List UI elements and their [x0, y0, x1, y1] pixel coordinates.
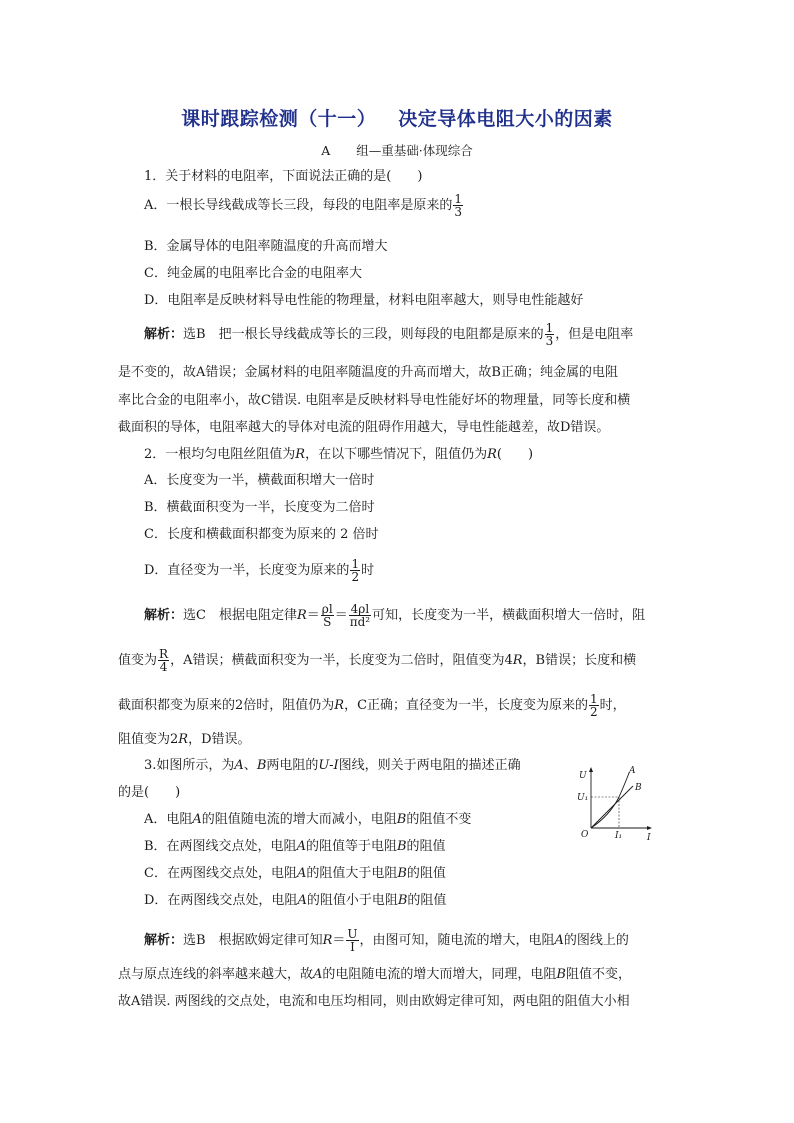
option-text: 的阻值小于电阻: [306, 893, 398, 908]
var-a: A: [297, 893, 307, 908]
var-a: A: [313, 967, 323, 982]
numerator: 1: [545, 321, 554, 335]
option-text: 的阻值: [406, 866, 446, 881]
var-b: B: [397, 866, 407, 881]
line-b-label: B: [635, 783, 642, 793]
q3-option-d: [144, 892, 446, 910]
u-axis-label: U: [579, 771, 587, 781]
fraction: [545, 322, 555, 347]
u-axis-arrow: [589, 767, 593, 772]
q2-answer-line2: [118, 648, 636, 673]
answer-text: 值变为: [118, 653, 158, 668]
answer-text: 截面积都变为原来的2倍时，阻值仍为: [118, 698, 335, 713]
q2-option-c: C．长度和横截面积都变为原来的 2 倍时: [144, 527, 379, 542]
answer-text: ，B错误；长度和横: [522, 653, 637, 668]
option-text: C．在两图线交点处，电阻: [144, 866, 297, 881]
ui-graph-svg: [571, 764, 655, 842]
q2-option-a: A．长度变为一半，横截面积增大一倍时: [144, 473, 375, 488]
i-axis-arrow: [647, 826, 652, 830]
option-text: 的阻值: [407, 893, 447, 908]
q3-answer-line3: 故A错误. 两图线的交点处，电流和电压均相同，则由欧姆定律可知，两电阻的阻值大小相: [118, 994, 630, 1009]
numerator: 1: [590, 692, 598, 706]
numerator: R: [159, 647, 169, 661]
curve-a: [591, 773, 629, 828]
q2-option-d: [144, 558, 374, 583]
i1-label: I₁: [615, 831, 623, 841]
option-text: 的阻值随电流的增大而减小，电阻: [201, 812, 397, 827]
q1-stem: 1．关于材料的电阻率，下面说法正确的是( ): [144, 169, 423, 184]
fraction: [321, 603, 334, 628]
q1-answer-line3: 率比合金的电阻率小，故C错误. 电阻率是反映材料导电性能好坏的物理量，同等长度和横: [118, 393, 631, 408]
q2-answer-line4: [118, 731, 251, 749]
i-axis-label: I: [647, 833, 651, 842]
fraction: [350, 558, 360, 583]
option-text: 的阻值不变: [406, 812, 472, 827]
line-b: [591, 786, 633, 828]
var-a: A: [296, 866, 307, 881]
var-b: B: [397, 893, 408, 908]
fraction: [346, 928, 358, 953]
var-b: B: [256, 758, 267, 773]
answer-text: 阻值变为2: [118, 732, 179, 747]
var-r: R: [512, 653, 523, 668]
denominator: 2: [351, 570, 360, 584]
var-b: B: [556, 967, 566, 982]
answer-text: ，但是电阻率: [555, 327, 634, 342]
answer-text: 点与原点连线的斜率越来越大，故: [118, 967, 314, 982]
answer-text: 的电阻随电流的增大而增大，同理，电阻: [322, 967, 557, 982]
answer-text: 阻值不变，: [565, 967, 631, 982]
answer-text: ，D错误。: [188, 732, 251, 747]
var-r: R: [295, 447, 306, 462]
stem-text: 3.如图所示，为: [144, 758, 235, 773]
var-a: A: [296, 839, 306, 854]
numerator: ρl: [321, 602, 333, 616]
stem-text: 图线，则关于两电阻的描述正确: [338, 758, 521, 773]
q3-option-b: [144, 838, 446, 856]
answer-text: 可知，长度变为一半，横截面积增大一倍时，阻: [372, 608, 646, 623]
option-text: A．电阻: [144, 812, 193, 827]
q1-answer-line4: 截面积的导体，电阻率越大的导体对电流的阻碍作用越大，导电性能越差，故D错误。: [118, 420, 610, 435]
stem-text: 、: [243, 758, 257, 773]
q2-answer-line3: [118, 693, 626, 718]
answer-text: ，由图可知，随电流的增大，电阻: [359, 933, 555, 948]
stem-text: 2．一根均匀电阻丝阻值为: [144, 447, 296, 462]
option-text: B．在两图线交点处，电阻: [144, 839, 297, 854]
q3-stem-line1: [144, 757, 521, 775]
q1-option-d: D．电阻率是反映材料导电性能的物理量，材料电阻率越大，则导电性能越好: [144, 293, 584, 308]
q3-stem-line2: 的是( ): [118, 785, 181, 800]
denominator: 3: [454, 205, 463, 219]
stem-text: ( ): [496, 447, 534, 462]
answer-text: 选B 把一根长导线截成等长的三段，则每段的电阻都是原来的: [183, 327, 544, 342]
var-a: A: [554, 933, 564, 948]
equals-sign: ＝: [306, 608, 320, 623]
denominator: 2: [590, 705, 598, 719]
denominator: I: [350, 940, 355, 954]
u1-label: U₁: [577, 793, 589, 803]
var-ui: U-I: [318, 758, 339, 773]
var-r: R: [178, 732, 189, 747]
ui-graph-figure: [571, 764, 655, 842]
q3-answer-line1: [144, 928, 629, 953]
title-part1: 课时跟踪检测（十一）: [181, 108, 377, 130]
numerator: U: [347, 927, 358, 941]
q1-option-a: [144, 193, 464, 218]
q2-option-b: B．横截面积变为一半，长度变为二倍时: [144, 500, 375, 515]
fraction: [453, 193, 463, 218]
section-subtitle: [0, 141, 794, 159]
group-letter: A: [321, 143, 331, 158]
answer-text: ，C正确；直径变为一半，长度变为原来的: [344, 698, 589, 713]
option-text: D．在两图线交点处，电阻: [144, 893, 298, 908]
answer-label: 解析：: [144, 933, 184, 948]
page-title: [0, 104, 794, 131]
option-text: 的阻值等于电阻: [305, 839, 397, 854]
fraction: [158, 648, 169, 673]
answer-label: 解析：: [144, 327, 184, 342]
curve-a-label: A: [629, 766, 636, 776]
equals-sign: ＝: [332, 933, 346, 948]
stem-text: 两电阻的: [266, 758, 319, 773]
var-r: R: [296, 608, 307, 623]
q2-answer-line1: [144, 603, 645, 628]
option-text: 时: [361, 563, 375, 578]
answer-text: ，A错误；横截面积变为一半，长度变为二倍时，阻值变为4: [170, 653, 513, 668]
option-text: D．直径变为一半，长度变为原来的: [144, 563, 350, 578]
origin-label: O: [581, 830, 589, 840]
answer-text: 的图线上的: [563, 933, 629, 948]
fraction: [349, 603, 371, 628]
denominator: 4: [159, 660, 168, 674]
q3-option-c: [144, 865, 446, 883]
var-r: R: [334, 698, 345, 713]
q3-answer-line2: [118, 966, 631, 984]
q1-answer-line1: [144, 322, 633, 347]
denominator: S: [323, 615, 332, 629]
q1-answer-line2: 是不变的，故A错误；金属材料的电阻率随温度的升高而增大，故B正确；纯金属的电阻: [118, 365, 618, 380]
var-a: A: [234, 758, 244, 773]
denominator: πd²: [349, 615, 371, 629]
group-desc: 组—重基础·体现综合: [356, 143, 473, 158]
q1-option-b: B．金属导体的电阻率随温度的升高而增大: [144, 239, 388, 254]
option-text: 的阻值大于电阻: [306, 866, 398, 881]
var-r: R: [487, 447, 497, 462]
numerator: 1: [351, 557, 360, 571]
title-part2: 决定导体电阻大小的因素: [398, 108, 613, 130]
answer-text: 时，: [599, 698, 626, 713]
numerator: 4ρl: [350, 602, 370, 616]
answer-label: 解析：: [144, 608, 184, 623]
q1-option-c: C．纯金属的电阻率比合金的电阻率大: [144, 266, 362, 281]
option-text: 的阻值: [406, 839, 446, 854]
var-b: B: [396, 812, 407, 827]
numerator: 1: [454, 192, 463, 206]
equals-sign: ＝: [334, 608, 348, 623]
q1-option-a-text: A．一根长导线截成等长三段，每段的电阻率是原来的: [144, 198, 453, 213]
var-b: B: [396, 839, 407, 854]
var-a: A: [192, 812, 202, 827]
q2-stem: [144, 446, 533, 464]
var-r: R: [322, 933, 333, 948]
answer-text: 选C 根据电阻定律: [183, 608, 297, 623]
q3-option-a: [144, 811, 471, 829]
stem-text: ，在以下哪些情况下，阻值仍为: [305, 447, 488, 462]
denominator: 3: [545, 334, 554, 348]
fraction: [589, 693, 599, 718]
answer-text: 选B 根据欧姆定律可知: [183, 933, 323, 948]
